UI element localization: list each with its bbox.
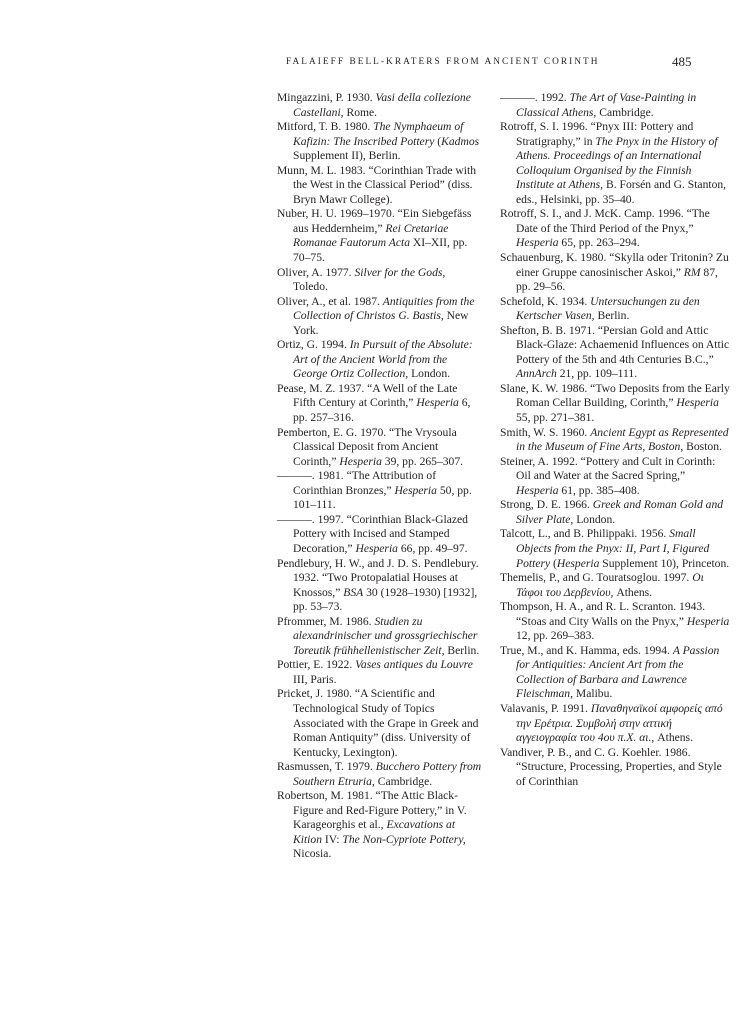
entry-text: Strong, D. E. 1966.: [500, 498, 593, 512]
entry-text: Themelis, P., and G. Touratsoglou. 1997.: [500, 571, 693, 585]
bibliography-entry: [500, 295, 730, 324]
entry-title: Οι Τάφοι του Δερβενίου,: [516, 571, 704, 599]
entry-text: Robertson, M. 1981. “The Attic Black-Figure and Red-Figure Pottery,” in V. Karageorghis et al.,: [277, 789, 467, 832]
bibliography-entry: [277, 382, 482, 426]
entry-title: Hesperia: [394, 483, 437, 497]
entry-title: Hesperia: [686, 614, 730, 628]
bibliography-entry: [500, 455, 730, 499]
entry-text: Pfrommer, M. 1986.: [277, 614, 375, 628]
bibliography-entry: [277, 615, 482, 659]
bibliography-entry: [277, 426, 482, 470]
entry-title: Hesperia: [339, 454, 382, 468]
bibliography-entry: [500, 498, 730, 527]
entry-text: Ortiz, G. 1994.: [277, 338, 350, 352]
entry-title: Untersuchungen zu den Kertscher Vasen,: [516, 294, 700, 323]
entry-title: Hesperia: [416, 396, 459, 410]
bibliography-entry: [277, 266, 482, 295]
bibliography-entry: [277, 295, 482, 339]
entry-text: Pease, M. Z. 1937. “A Well of the Late Fifth Century at Corinth,”: [277, 381, 458, 410]
bibliography-entry: [277, 164, 482, 208]
entry-title: Kadmos: [441, 134, 480, 148]
entry-title: Hesperia: [516, 236, 559, 250]
bibliography-entry: [500, 746, 730, 790]
entry-text: ———. 1997. “Corinthian Black-Glazed Pottery with Incised and Stamped Decoration,”: [277, 512, 468, 555]
entry-text: True, M., and K. Hamma, eds. 1994.: [500, 643, 673, 657]
entry-title: Silver for the Gods,: [354, 265, 446, 279]
entry-text: Munn, M. L. 1983. “Corinthian Trade with the West in the Classical Period” (diss. Bryn Mawr College).: [277, 163, 477, 206]
entry-title: Hesperia: [556, 556, 600, 570]
entry-text: Rome.: [343, 105, 378, 119]
entry-title: Small Objects from the Pnyx: II, Part I, Figured Pottery: [516, 527, 710, 570]
entry-title: Studien zu alexandrinischer und grossgriechischer Toreutik frühhellenistischer Zeit,: [293, 614, 478, 657]
entry-text: Talcott, L., and B. Philippaki. 1956.: [500, 527, 670, 541]
bibliography-entry: [500, 251, 730, 295]
bibliography-entry: [277, 207, 482, 265]
entry-text: IV:: [322, 832, 343, 846]
bibliography-column-right: [500, 91, 730, 789]
bibliography-column-left: [277, 91, 482, 862]
bibliography-entry: [500, 527, 730, 571]
bibliography-entry: [277, 513, 482, 557]
bibliography-entry: [500, 426, 730, 455]
entry-title: Hesperia: [355, 541, 398, 555]
bibliography-entry: [277, 760, 482, 789]
entry-text: 87, pp. 29–56.: [516, 265, 718, 294]
entry-text: 21, pp. 109–111.: [556, 367, 638, 381]
page-number: 485: [672, 54, 692, 69]
entry-text: Rasmussen, T. 1979.: [277, 760, 376, 774]
entry-text: Oliver, A., et al. 1987.: [277, 294, 383, 308]
entry-title: Hesperia: [516, 483, 559, 497]
entry-title: BSA: [343, 585, 364, 599]
entry-text: 66, pp. 49–97.: [397, 541, 468, 555]
bibliography-entry: [500, 644, 730, 702]
entry-title: Vases antiques du Louvre: [355, 658, 473, 672]
bibliography-entry: [500, 571, 730, 600]
entry-text: Mitford, T. B. 1980.: [277, 120, 374, 134]
bibliography-entry: [500, 91, 730, 120]
bibliography-entry: [500, 207, 730, 251]
bibliography-entry: [500, 382, 730, 426]
entry-text: Shefton, B. B. 1971. “Persian Gold and Attic Black-Glaze: Achaemenid Influences on Attic Pottery of the 5th and 4th Centuries B.C.,”: [500, 323, 730, 366]
entry-text: Athens.: [613, 585, 653, 599]
entry-text: London.: [408, 367, 451, 381]
entry-text: Vandiver, P. B., and C. G. Koehler. 1986. “Structure, Processing, Properties, and Style of Corinthian: [500, 745, 722, 788]
entry-text: Schefold, K. 1934.: [500, 294, 591, 308]
entry-text: Mingazzini, P. 1930.: [277, 91, 376, 104]
bibliography-entry: [500, 600, 730, 644]
entry-text: III, Paris.: [293, 672, 337, 686]
entry-title: Hesperia: [676, 396, 719, 410]
entry-text: Steiner, A. 1992. “Pottery and Cult in Corinth: Oil and Water at the Sacred Spring,”: [500, 454, 716, 483]
entry-title: AnnArch: [516, 367, 557, 381]
entry-text: ———. 1992.: [500, 91, 570, 104]
entry-text: Supplement 10), Princeton.: [599, 556, 730, 570]
entry-title: A Passion for Antiquities: Ancient Art from the Collection of Barbara and Lawrence Fleischman,: [516, 643, 720, 701]
running-head: FALAIEFF BELL-KRATERS FROM ANCIENT CORINTH: [286, 57, 600, 67]
entry-text: Toledo.: [293, 280, 328, 294]
entry-title: Παναθηναϊκοί αμφορείς από την Ερέτρια. Συμβολή στην αττική αγγειογραφία του 4ου π.Χ. αι.,: [516, 701, 723, 745]
bibliography-entry: [277, 557, 482, 615]
entry-text: Slane, K. W. 1986. “Two Deposits from the Early Roman Cellar Building, Corinth,”: [500, 381, 730, 410]
bibliography-entry: [277, 338, 482, 382]
entry-text: Boston.: [683, 440, 722, 454]
entry-text: Supplement II), Berlin.: [293, 149, 401, 163]
entry-text: Nuber, H. U. 1969–1970. “Ein Siebgefäss aus Heddernheim,”: [277, 207, 472, 235]
entry-text: (: [434, 134, 442, 148]
bibliography-entry: [277, 658, 482, 687]
entry-title: Greek and Roman Gold and Silver Plate,: [516, 498, 724, 526]
entry-text: Cambridge.: [596, 105, 654, 119]
entry-text: 65, pp. 263–294.: [558, 236, 640, 250]
bibliography-entry: [277, 469, 482, 513]
entry-text: 30 (1928–1930) [1932], pp. 53–73.: [293, 585, 478, 614]
entry-text: Pemberton, E. G. 1970. “The Vrysoula Classical Deposit from Ancient Corinth,”: [277, 425, 457, 468]
bibliography-entry: [277, 120, 482, 164]
entry-text: ———. 1981. “The Attribution of Corinthian Bronzes,”: [277, 469, 437, 497]
entry-text: Berlin.: [594, 309, 630, 323]
entry-text: 61, pp. 385–408.: [558, 483, 640, 497]
entry-text: New York.: [293, 309, 469, 337]
entry-text: 39, pp. 265–307.: [381, 454, 464, 468]
entry-text: Schauenburg, K. 1980. “Skylla oder Tritonin? Zu einer Gruppe canosinischer Askoi,”: [500, 251, 729, 279]
bibliography-entry: [277, 687, 482, 760]
entry-title: RM: [683, 265, 701, 279]
entry-title: The Pnyx in the History of Athens. Proceedings of an International Colloquium Organised by the Finnish Institute at Athens,: [516, 134, 718, 192]
entry-text: Malibu.: [573, 687, 613, 701]
entry-text: Rotroff, S. I., and J. McK. Camp. 1996. “The Date of the Third Period of the Pnyx,”: [500, 207, 710, 235]
entry-text: Rotroff, S. I. 1996. “Pnyx III: Pottery and Stratigraphy,” in: [500, 120, 694, 148]
bibliography-entry: [277, 789, 482, 862]
entry-text: Valavanis, P. 1991.: [500, 701, 591, 715]
entry-text: Nicosia.: [293, 847, 332, 861]
entry-text: Thompson, H. A., and R. L. Scranton. 1943. “Stoas and City Walls on the Pnyx,”: [500, 600, 706, 628]
bibliography-entry: [500, 120, 730, 207]
entry-text: XI–XII, pp. 70–75.: [293, 236, 468, 265]
bibliography-entry: [500, 324, 730, 382]
entry-text: 6, pp. 257–316.: [293, 396, 471, 425]
entry-text: B. Forsén and G. Stanton, eds., Helsinki, pp. 35–40.: [516, 178, 727, 206]
bibliography-entry: [500, 702, 730, 746]
entry-title: Vasi della collezione Castellani,: [293, 91, 471, 119]
entry-text: Pendlebury, H. W., and J. D. S. Pendlebury. 1932. “Two Protopalatial Houses at Knossos,”: [277, 556, 479, 599]
entry-text: Pottier, E. 1922.: [277, 658, 356, 672]
entry-title: In Pursuit of the Absolute: Art of the Ancient World from the George Ortiz Collection,: [293, 338, 473, 381]
entry-text: 50, pp. 101–111.: [293, 483, 472, 512]
bibliography-entry: [277, 91, 482, 120]
entry-text: Pricket, J. 1980. “A Scientific and Technological Study of Topics Associated with the Grape in Greek and Roman Antiquity” (diss. University of Kentucky, Lexington).: [277, 687, 479, 759]
entry-title: Excavations at Kition: [293, 818, 456, 846]
entry-text: Berlin.: [444, 643, 480, 657]
entry-text: (: [550, 556, 557, 570]
entry-text: Smith, W. S. 1960.: [500, 425, 591, 439]
entry-text: Cambridge.: [374, 774, 433, 788]
entry-title: Ancient Egypt as Represented in the Museum of Fine Arts, Boston,: [516, 425, 729, 454]
entry-text: 55, pp. 271–381.: [516, 411, 595, 425]
entry-text: Athens.: [654, 731, 693, 745]
entry-title: Antiquities from the Collection of Christos G. Bastis,: [293, 294, 475, 323]
entry-title: The Art of Vase-Painting in Classical Athens,: [516, 91, 697, 119]
entry-title: Bucchero Pottery from Southern Etruria,: [293, 760, 482, 788]
entry-title: The Non-Cypriote Pottery,: [342, 832, 466, 846]
entry-text: 12, pp. 269–383.: [516, 629, 595, 643]
entry-text: Oliver, A. 1977.: [277, 265, 355, 279]
entry-text: London.: [573, 512, 616, 526]
entry-title: The Nymphaeum of Kafizin: The Inscribed Pottery: [293, 120, 464, 148]
entry-title: Rei Cretariae Romanae Fautorum Acta: [293, 221, 449, 250]
